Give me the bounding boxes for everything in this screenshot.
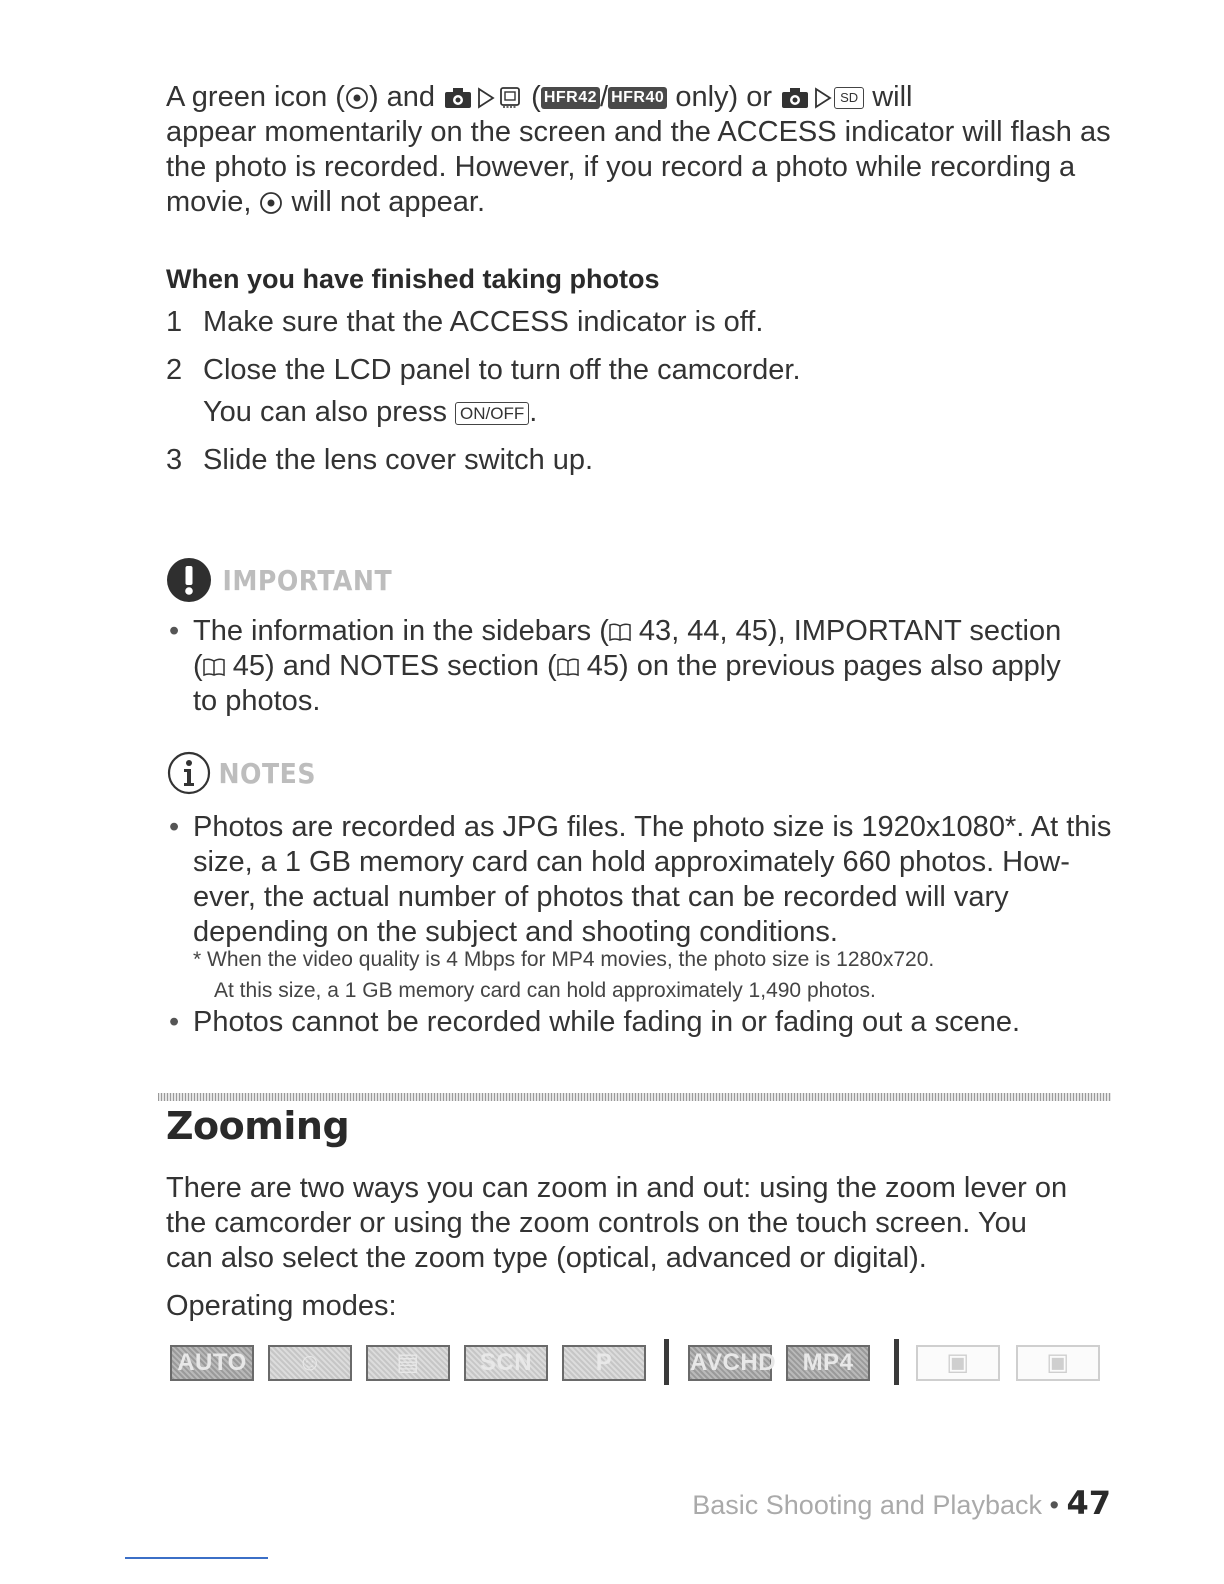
mode-auto-icon: AUTO	[170, 1345, 254, 1381]
info-icon	[166, 750, 212, 796]
important-line-1	[193, 614, 1111, 649]
notes-bullet-1	[166, 810, 1111, 950]
important-exclamation-icon	[166, 557, 212, 603]
step-number: 1	[166, 306, 183, 338]
intro-line-3: the photo is recorded. However, if you record a photo while recording a	[166, 151, 1076, 183]
note-text-b: .	[529, 396, 538, 428]
mode-photo-playback-icon: ▣	[1016, 1345, 1100, 1381]
mode-separator	[894, 1339, 899, 1385]
zooming-paragraph	[166, 1171, 1067, 1276]
important-bullet-text	[193, 614, 1111, 719]
mode-separator	[664, 1339, 669, 1385]
notes-bullet-2	[166, 1005, 1111, 1040]
notes-header	[166, 750, 316, 796]
important-text-d: 45) and NOTES section (	[224, 650, 557, 682]
step-text: Slide the lens cover switch up.	[203, 444, 594, 476]
arrow-right-icon	[473, 86, 497, 110]
arrow-right-icon	[810, 86, 834, 110]
record-indicator-icon	[345, 86, 369, 110]
zooming-line-2: the camcorder or using the zoom controls on the touch screen. You	[166, 1207, 1027, 1239]
footer-separator: •	[1049, 1490, 1059, 1520]
mode-avchd-icon: AVCHD	[688, 1345, 772, 1381]
intro-line-1	[166, 80, 1126, 115]
mode-baby-icon: ☺	[268, 1345, 352, 1381]
notes-footnote	[193, 944, 934, 1006]
notes-line: depending on the subject and shooting conditions.	[193, 916, 838, 948]
important-text-c: (	[193, 650, 203, 682]
step-number: 2	[166, 354, 183, 386]
page-footer	[692, 1484, 1111, 1522]
camera-icon	[443, 86, 473, 110]
step-text: Close the LCD panel to turn off the camcorder.	[203, 354, 801, 386]
intro-text-4b: will not appear.	[283, 186, 485, 218]
footnote-line-1: * When the video quality is 4 Mbps for MP4 movies, the photo size is 1280x720.	[193, 948, 935, 971]
page-number: 47	[1066, 1484, 1111, 1522]
bullet-dot: •	[169, 1006, 180, 1038]
on-off-key: ON/OFF	[455, 402, 529, 425]
page-reference-icon	[557, 657, 579, 677]
intro-line-4	[166, 185, 1126, 220]
camera-icon	[780, 86, 810, 110]
intro-line-2: appear momentarily on the screen and the ACCESS indicator will flash as	[166, 116, 1111, 148]
intro-text-1c: (	[523, 81, 541, 113]
intro-text-1b: ) and	[368, 81, 444, 113]
model-badge-hfr42: HFR42	[541, 87, 600, 109]
footer-section-title: Basic Shooting and Playback	[692, 1490, 1042, 1520]
bottom-rule	[125, 1557, 268, 1559]
zooming-line-1: There are two ways you can zoom in and out: using the zoom lever on	[166, 1172, 1068, 1204]
intro-paragraph	[166, 80, 1126, 220]
intro-text-1f: will	[864, 81, 913, 113]
bullet-dot: •	[169, 615, 180, 647]
notes-bullet-1-text	[193, 810, 1111, 950]
sd-card-icon: SD	[834, 87, 864, 109]
notes-title: NOTES	[218, 756, 316, 790]
important-text-b: 43, 44, 45), IMPORTANT section	[630, 615, 1062, 647]
important-text-a: The information in the sidebars (	[193, 615, 609, 647]
step-text: Make sure that the ACCESS indicator is off.	[203, 306, 764, 338]
intro-text-1e: only) or	[667, 81, 781, 113]
important-title: IMPORTANT	[222, 563, 393, 597]
zooming-title: Zooming	[166, 1104, 350, 1148]
mode-program-icon: P	[562, 1345, 646, 1381]
important-text-e: 45) on the previous pages also apply	[578, 650, 1061, 682]
notes-line: Photos are recorded as JPG files. The photo size is 1920x1080*. At this	[193, 811, 1112, 843]
step-2-note-text	[203, 395, 537, 430]
step-number: 3	[166, 444, 183, 476]
notes-bullet-2-text: Photos cannot be recorded while fading in or fading out a scene.	[193, 1006, 1021, 1038]
intro-text-1a: A green icon (	[166, 81, 345, 113]
intro-text-4a: movie,	[166, 186, 260, 218]
finish-heading: When you have finished taking photos	[166, 264, 660, 294]
intro-text-1d: /	[600, 81, 609, 113]
built-in-memory-icon	[497, 85, 523, 111]
bullet-dot: •	[169, 811, 180, 843]
important-header	[166, 557, 392, 603]
mode-movie-playback-icon: ▣	[916, 1345, 1000, 1381]
model-badge-hfr40: HFR40	[608, 87, 667, 109]
zooming-line-3: can also select the zoom type (optical, advanced or digital).	[166, 1242, 927, 1274]
page-reference-icon	[609, 622, 631, 642]
important-bullet	[166, 614, 1111, 719]
note-text-a: You can also press	[203, 396, 456, 428]
mode-mp4-icon: MP4	[786, 1345, 870, 1381]
important-line-2	[193, 649, 1111, 684]
record-indicator-icon	[259, 191, 283, 215]
mode-scene-icon: SCN	[464, 1345, 548, 1381]
section-divider	[158, 1093, 1111, 1101]
operating-modes-label: Operating modes:	[166, 1290, 397, 1322]
mode-cinema-icon: ▤	[366, 1345, 450, 1381]
notes-line: ever, the actual number of photos that can be recorded will vary	[193, 881, 1009, 913]
important-line-3: to photos.	[193, 685, 321, 717]
page-reference-icon	[203, 657, 225, 677]
notes-line: size, a 1 GB memory card can hold approximately 660 photos. How-	[193, 846, 1070, 878]
footnote-line-2: At this size, a 1 GB memory card can hold approximately 1,490 photos.	[214, 979, 876, 1002]
